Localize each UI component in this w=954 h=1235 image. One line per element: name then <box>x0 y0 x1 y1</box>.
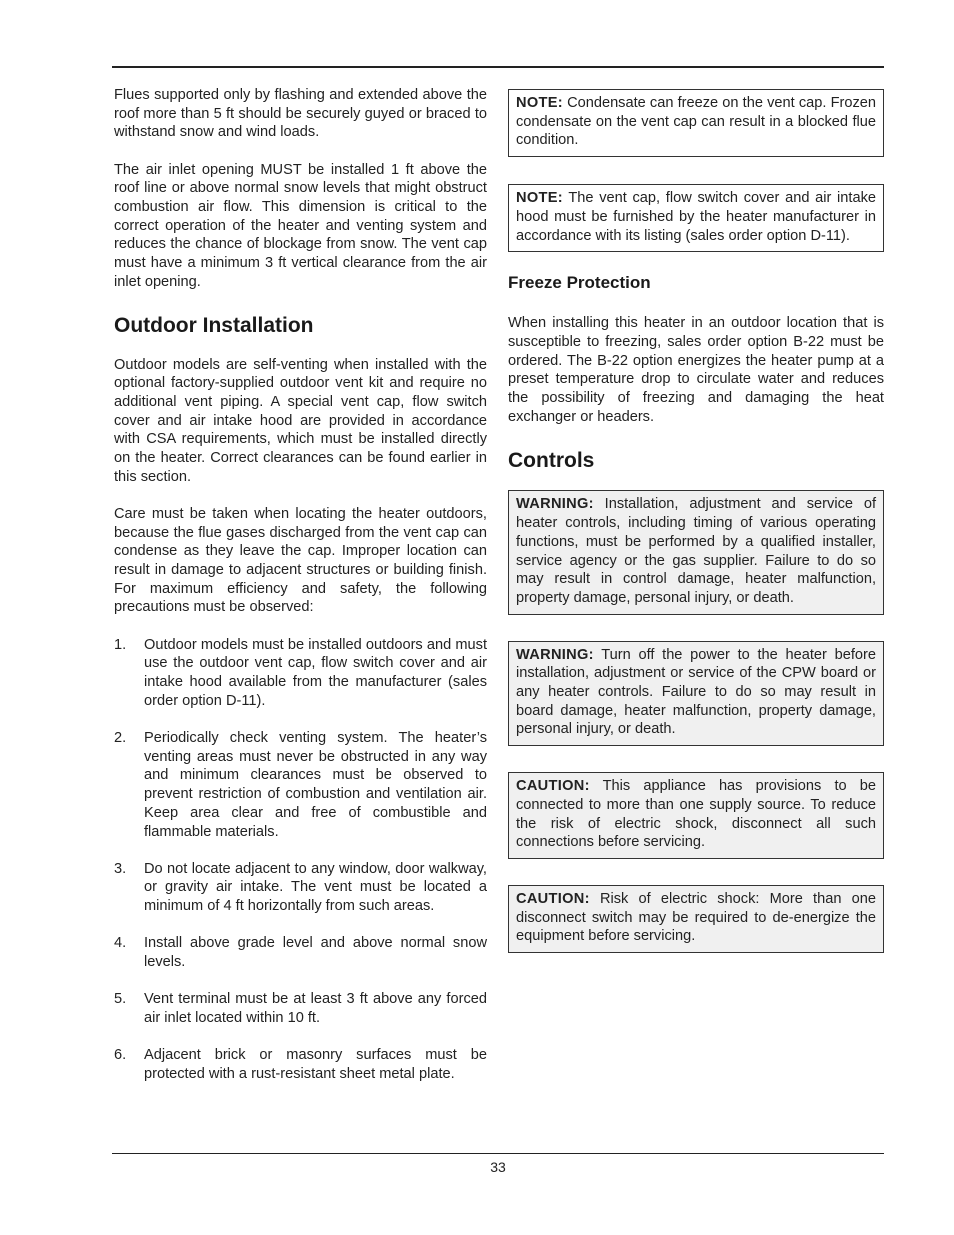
page-number: 33 <box>490 1159 506 1175</box>
precautions-list <box>114 636 487 1084</box>
note-text: The vent cap, flow switch cover and air intake hood must be furnished by the heater manufacturer in accordance with its listing (sales order option D-11). <box>516 190 877 244</box>
warning-label: WARNING: <box>516 646 594 663</box>
warning-text: Turn off the power to the heater before installation, adjustment or service of the CPW board or any heater controls. Failure to do so may result in board damage, heater malfunction, property damage, personal injury, or death. <box>516 646 876 738</box>
warning-box-qualified-installer <box>508 490 884 614</box>
paragraph-care: Care must be taken when locating the heater outdoors, because the flue gases discharged from the vent cap can condense as they leave the cap. Improper location can result in damage to adjacent structures or building finish. For maximum efficiency and safety, the following precautions must be observed: <box>114 505 487 616</box>
note-label: NOTE: <box>516 95 563 111</box>
list-item: 2. Periodically check venting system. The heater’s venting areas must never be obstructed in any way and minimum clearances must be observed to prevent restriction of combustion and ventilation air. Keep area clear and free of combustible and flammable materials. <box>114 729 487 840</box>
warning-label: WARNING: <box>516 496 594 513</box>
list-item: 3. Do not locate adjacent to any window, door walkway, or gravity air intake. The vent must be located a minimum of 4 ft horizontally from such areas. <box>114 860 487 915</box>
note-label: NOTE: <box>516 190 563 207</box>
note-box-vent-cap <box>508 184 884 252</box>
footer-rule <box>112 1153 884 1154</box>
warning-box-power-off <box>508 641 884 747</box>
right-column <box>508 86 884 953</box>
caution-label: CAUTION: <box>516 778 590 795</box>
caution-box-disconnect <box>508 885 884 953</box>
header-rule <box>112 66 884 68</box>
paragraph-air-inlet: The air inlet opening MUST be installed 1 ft above the roof line or above normal snow levels that might obstruct combustion air flow. This dimension is critical to the correct operation of the heater and venting system and reduces the chance of blockage from snow. The vent cap must have a minimum 3 ft vertical clearance from the air inlet opening. <box>114 161 487 290</box>
heading-outdoor-installation: Outdoor Installation <box>114 313 314 337</box>
list-item: 1. Outdoor models must be installed outdoors and must use the outdoor vent cap, flow switch cover and air intake hood available from the manufacturer (sales order option D-11). <box>114 636 487 709</box>
paragraph-outdoor-models: Outdoor models are self-venting when installed with the optional factory-supplied outdoor vent kit and require no additional vent piping. A special vent cap, flow switch cover and air intake hood are provided in accordance with CSA requirements, which must be installed directly on the heater. Correct clearances can be found earlier in this section. <box>114 356 487 485</box>
caution-text: This appliance has provisions to be connected to more than one supply source. To reduce the risk of electric shock, disconnect all such connections before servicing. <box>516 778 876 851</box>
caution-box-supply-source <box>508 772 884 859</box>
caution-text: Risk of electric shock: More than one disconnect switch may be required to de-energize the equipment before servicing. <box>516 890 876 945</box>
note-text: Condensate can freeze on the vent cap. Frozen condensate on the vent cap can result in a blocked flue condition. <box>516 95 876 149</box>
list-item: 6. Adjacent brick or masonry surfaces must be protected with a rust-resistant sheet metal plate. <box>114 1047 487 1082</box>
paragraph-flues: Flues supported only by flashing and extended above the roof more than 5 ft should be securely guyed or braced to withstand snow and wind loads. <box>114 87 487 141</box>
list-item: 4. Install above grade level and above normal snow levels. <box>114 935 487 971</box>
list-item: 5. Vent terminal must be at least 3 ft above any forced air inlet located within 10 ft. <box>114 991 487 1026</box>
heading-freeze-protection: Freeze Protection <box>508 273 651 293</box>
paragraph-freeze: When installing this heater in an outdoor location that is susceptible to freezing, sales order option B-22 must be ordered. The B-22 option energizes the heater pump at a preset temperature drop to circulate water and reduces the possibility of freezing and damaging the heat exchanger or headers. <box>508 315 884 425</box>
note-box-condensate <box>508 89 884 157</box>
left-column <box>114 86 487 1084</box>
heading-controls: Controls <box>508 449 595 473</box>
warning-text: Installation, adjustment and service of heater controls, including timing of various operating functions, must be performed by a qualified installer, service agency or the gas supplier. Failure to do so may result in control damage, heater malfunction, property damage, personal injury, or death. <box>516 496 876 606</box>
caution-label: CAUTION: <box>516 890 590 907</box>
